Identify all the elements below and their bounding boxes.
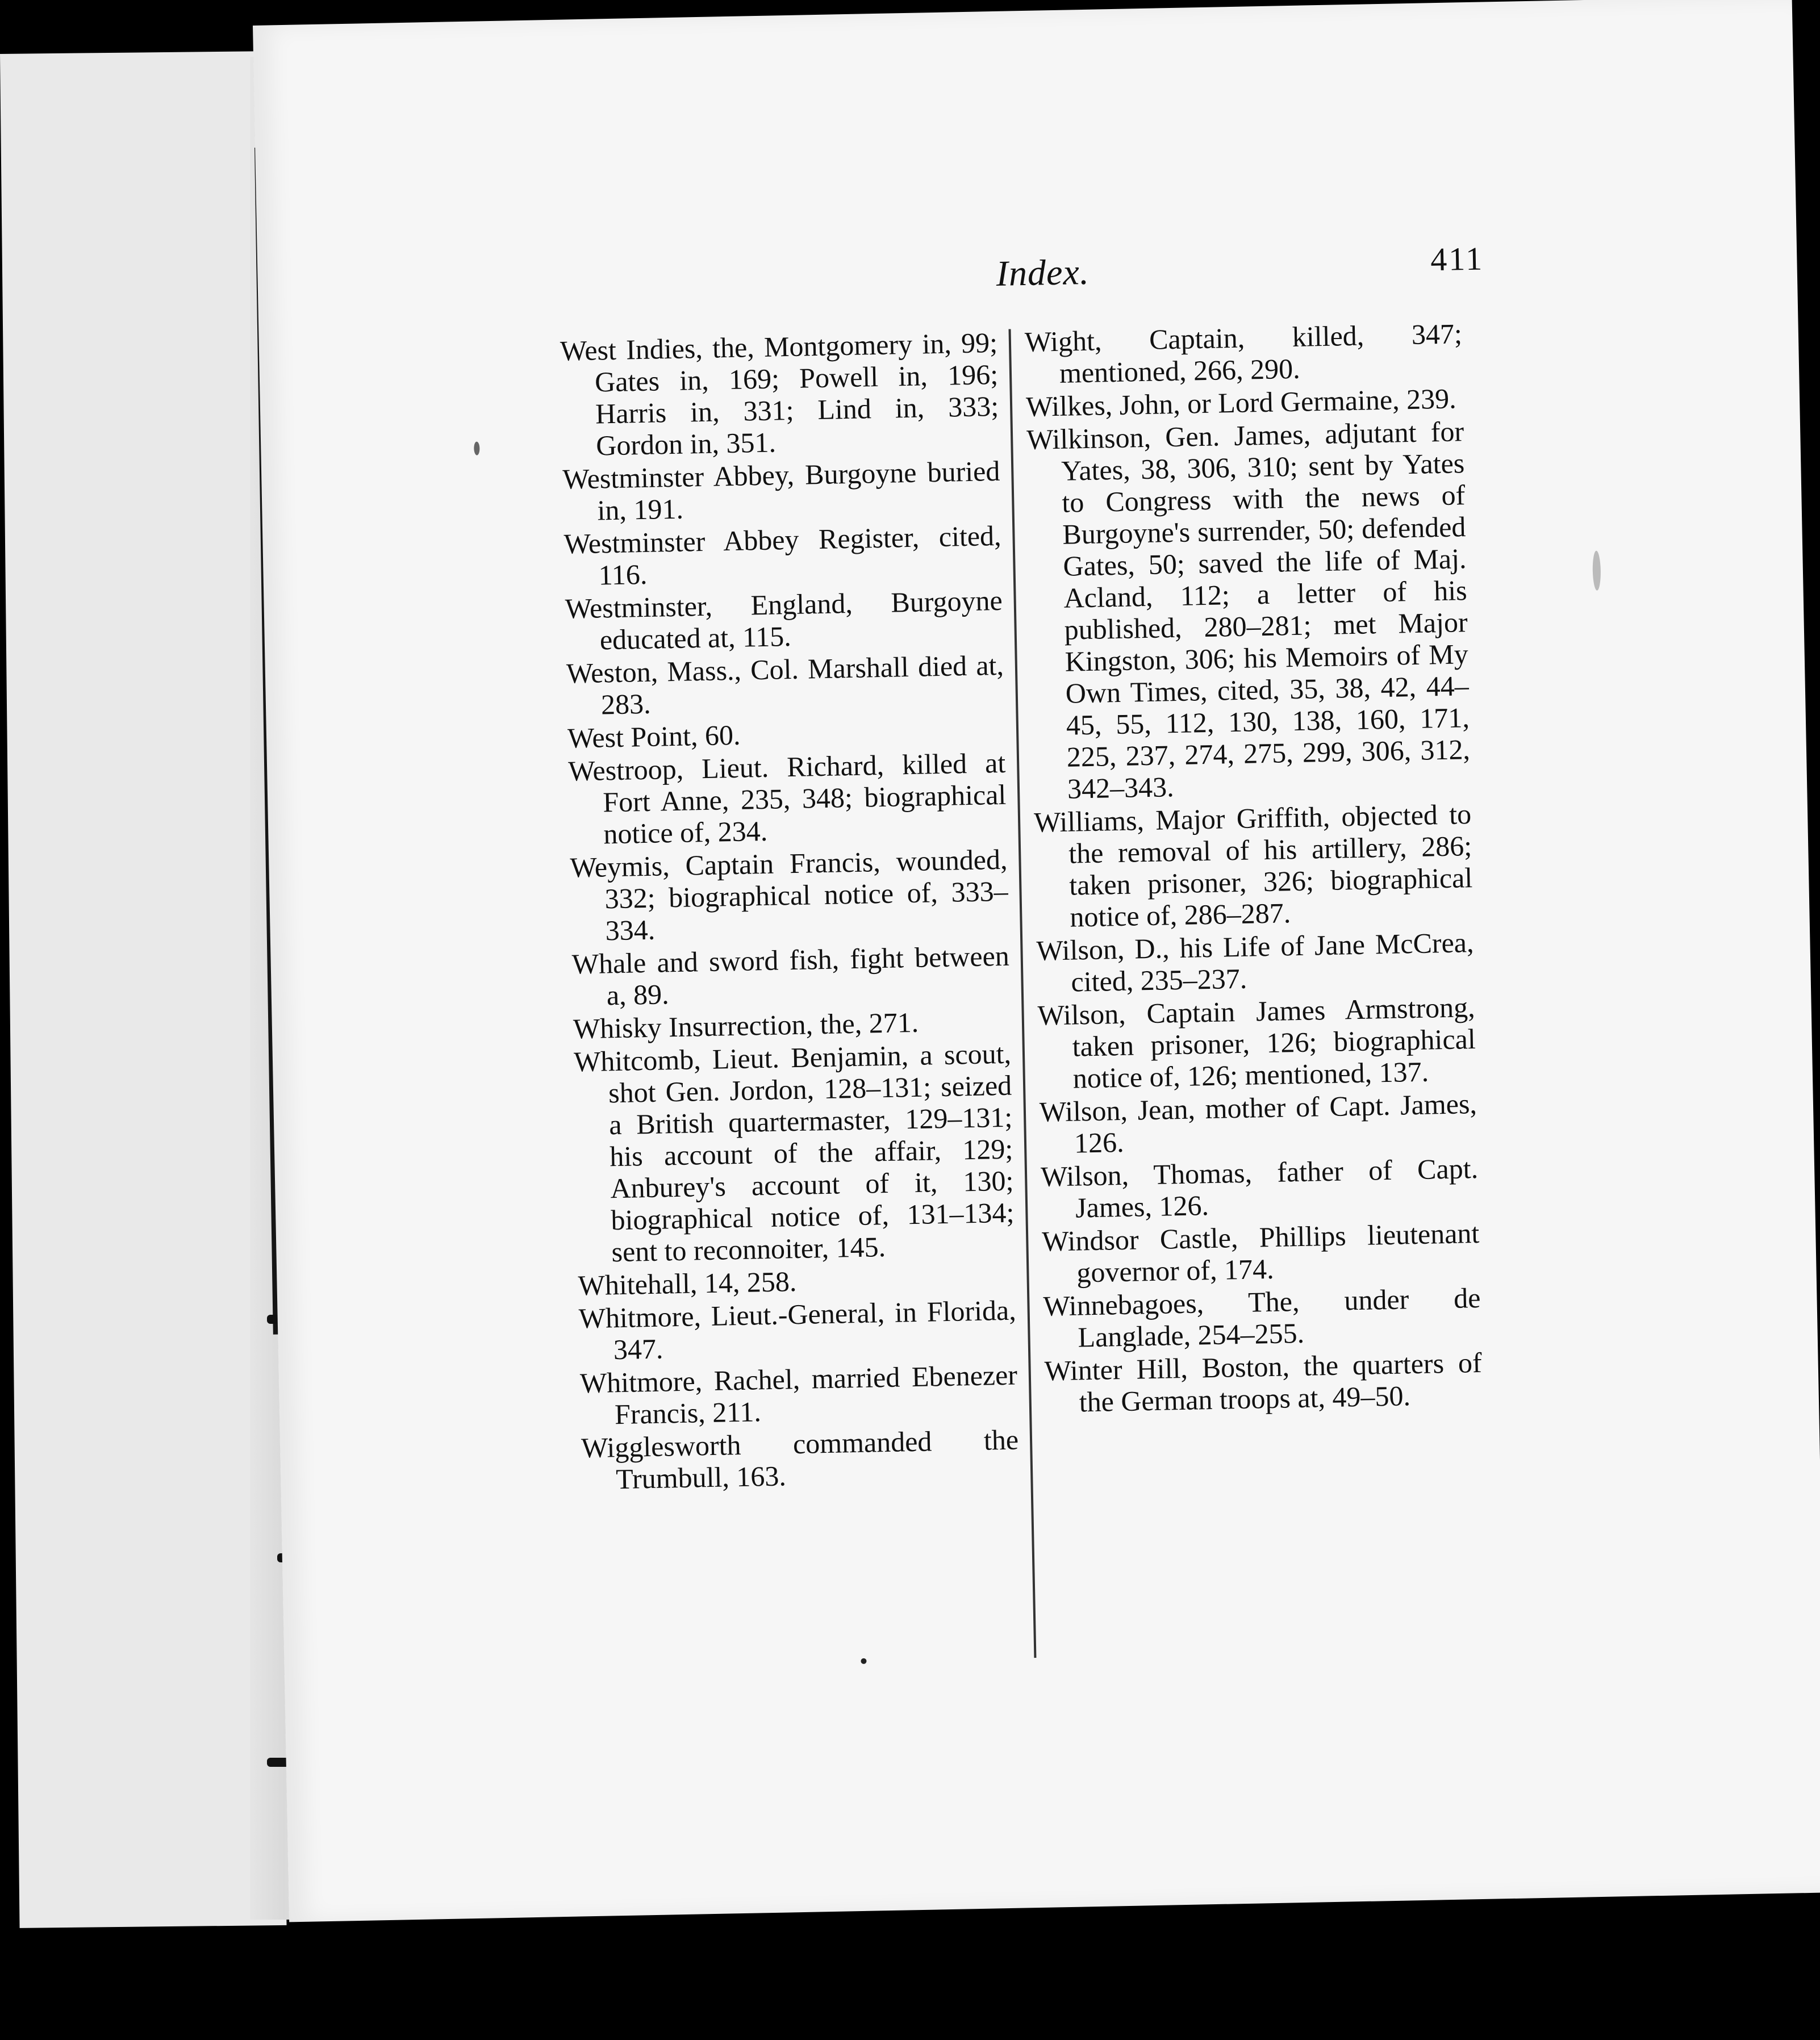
index-entry: Whisky Insurrection, the, 271. [573,1006,919,1045]
index-entry: Winnebagoes, The, under de Langlade, 254–255. [1043,1281,1481,1353]
index-entry: Whale and sword fish, fight between a, 89. [571,939,1010,1011]
index-entry: Whitcomb, Lieut. Benjamin, a scout, shot Gen. Jordon, 128–131; seized a British quartermaster, 129–131; his account of the affair, 129; Anburey's account of it, 130; biographical notice of, 131–134; sent to reconnoiter, 145. [573,1037,1015,1268]
index-entry: Whitmore, Rachel, married Ebenezer Francis, 211. [579,1358,1018,1431]
index-entry: Wilson, Jean, mother of Capt. James, 126. [1039,1087,1477,1159]
index-page [253,0,1820,1922]
index-entry: Whitehall, 14, 258. [578,1265,797,1302]
index-entry: Winter Hill, Boston, the quarters of the German troops at, 49–50. [1044,1346,1483,1418]
index-entry: Wilkes, John, or Lord Germaine, 239. [1025,382,1457,423]
scan-speck [474,441,479,455]
index-column-right [1024,317,1483,1419]
index-entry: Williams, Major Griffith, objected to the removal of his artillery, 286; taken prisoner, 326; biographical notice of, 286–287. [1033,798,1473,933]
index-entry: Wilkinson, Gen. James, adjutant for Yates, 38, 306, 310; sent by Yates to Congress with the news of Burgoyne's surrender, 50; defended Gates, 50; saved the life of Maj. Acland, 112; a letter of his published, 280–281; met Major Kingston, 306; his Memoirs of My Own Times, cited, 35, 38, 42, 44–45, 55, 112, 130, 138, 160, 171, 225, 237, 274, 275, 299, 306, 312, 342–343. [1026,415,1471,805]
index-entry: Westminster Abbey, Burgoyne buried in, 191. [562,454,1000,526]
page-number: 411 [1430,240,1484,278]
index-column-left [560,327,1020,1496]
index-entry: Westminster, England, Burgoyne educated at, 115. [565,584,1003,656]
index-entry: Whitmore, Lieut.-General, in Florida, 347. [578,1294,1017,1366]
index-entry: Wigglesworth commanded the Trumbull, 163. [581,1423,1019,1495]
index-entry: Weston, Mass., Col. Marshall died at, 283. [566,649,1004,721]
left-page-edge [0,51,287,1928]
index-entry: Wilson, Captain James Armstrong, taken prisoner, 126; biographical notice of, 126; mentioned, 137. [1037,991,1476,1094]
index-entry: Wight, Captain, killed, 347; mentioned, 266, 290. [1024,317,1463,389]
index-entry: West Point, 60. [567,718,741,754]
page-text-block [557,189,1517,1695]
index-entry: Windsor Castle, Phillips lieutenant governor of, 174. [1041,1217,1480,1289]
index-entry: Wilson, Thomas, father of Capt. James, 126. [1040,1152,1479,1224]
index-entry: West Indies, the, Montgomery in, 99; Gates in, 169; Powell in, 196; Harris in, 331; Lind in, 333; Gordon in, 351. [560,326,999,462]
index-entry: Westroop, Lieut. Richard, killed at Fort Anne, 235, 348; biographical notice of, 234. [567,746,1007,850]
index-entry: Wilson, D., his Life of Jane McCrea, cited, 235–237. [1036,926,1474,998]
scan-speck [1592,551,1601,591]
index-entry: Westminster Abbey Register, cited, 116. [563,519,1002,591]
running-header: Index. [995,251,1090,294]
index-entry: Weymis, Captain Francis, wounded, 332; biographical notice of, 333–334. [570,843,1009,947]
